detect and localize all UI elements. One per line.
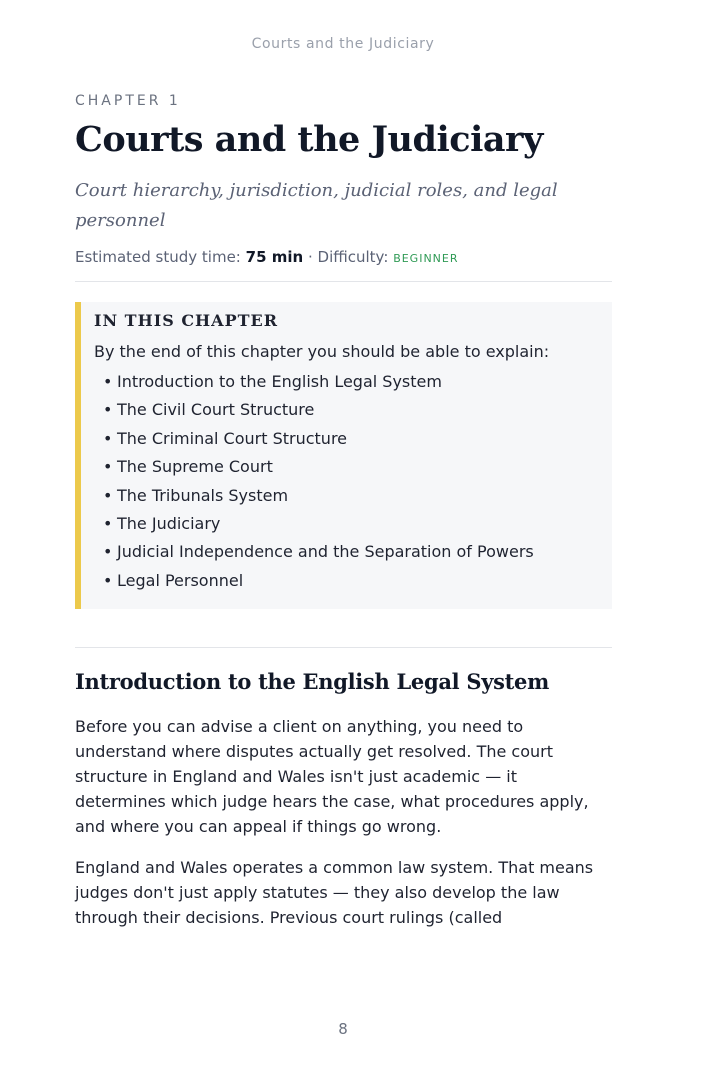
bullet-icon: • bbox=[103, 570, 113, 590]
list-item bbox=[103, 453, 598, 481]
list-item-text: The Judiciary bbox=[117, 514, 221, 534]
chapter-page bbox=[75, 92, 612, 946]
list-item bbox=[103, 482, 598, 510]
page-number: 8 bbox=[338, 1020, 348, 1038]
list-item-text: The Tribunals System bbox=[117, 485, 289, 505]
list-item-text: Judicial Independence and the Separation of Powers bbox=[117, 542, 534, 562]
list-item-text: The Criminal Court Structure bbox=[117, 428, 348, 448]
chapter-meta bbox=[75, 247, 612, 269]
list-item bbox=[103, 368, 598, 396]
list-item-text: The Supreme Court bbox=[117, 457, 273, 477]
list-item-text: Introduction to the English Legal System bbox=[117, 372, 442, 391]
running-header: Courts and the Judiciary bbox=[251, 36, 435, 52]
difficulty-label: Difficulty: bbox=[317, 248, 389, 266]
meta-separator: · bbox=[307, 248, 313, 266]
chapter-title: Courts and the Judiciary bbox=[75, 119, 543, 160]
section-divider bbox=[75, 647, 612, 648]
list-item bbox=[103, 396, 598, 424]
bullet-icon: • bbox=[103, 514, 113, 534]
list-item bbox=[103, 538, 598, 566]
callout-intro: By the end of this chapter you should be able to explain: bbox=[94, 342, 550, 361]
bullet-icon: • bbox=[103, 457, 113, 477]
list-item-text: The Civil Court Structure bbox=[117, 400, 315, 420]
list-item bbox=[103, 510, 598, 538]
bullet-icon: • bbox=[103, 428, 113, 448]
bullet-icon: • bbox=[103, 372, 113, 391]
list-item bbox=[103, 567, 598, 595]
objectives-list bbox=[94, 368, 598, 595]
header-divider bbox=[75, 281, 612, 282]
chapter-subtitle: Court hierarchy, jurisdiction, judicial roles, and legal personnel bbox=[75, 180, 558, 231]
difficulty-badge: BEGINNER bbox=[393, 252, 459, 265]
list-item-text: Legal Personnel bbox=[117, 570, 244, 590]
chapter-label: CHAPTER 1 bbox=[75, 93, 181, 109]
callout-title: IN THIS CHAPTER bbox=[94, 311, 279, 330]
bullet-icon: • bbox=[103, 542, 113, 562]
bullet-icon: • bbox=[103, 485, 113, 505]
study-time-value: 75 min bbox=[245, 248, 304, 266]
section-heading: Introduction to the English Legal System bbox=[75, 669, 550, 695]
chapter-objectives-callout bbox=[75, 302, 612, 609]
list-item bbox=[103, 425, 598, 453]
body-paragraph: England and Wales operates a common law system. That means judges don't just apply statutes — they also develop the law through their decisions. Previous court rulings (called bbox=[75, 857, 594, 927]
bullet-icon: • bbox=[103, 400, 113, 420]
study-time-label: Estimated study time: bbox=[75, 248, 241, 266]
body-paragraph: Before you can advise a client on anything, you need to understand where disputes actually get resolved. The court structure in England and Wales isn't just academic — it determines which judge hears the case, what procedures apply, and where you can appeal if things go wrong. bbox=[75, 716, 589, 836]
